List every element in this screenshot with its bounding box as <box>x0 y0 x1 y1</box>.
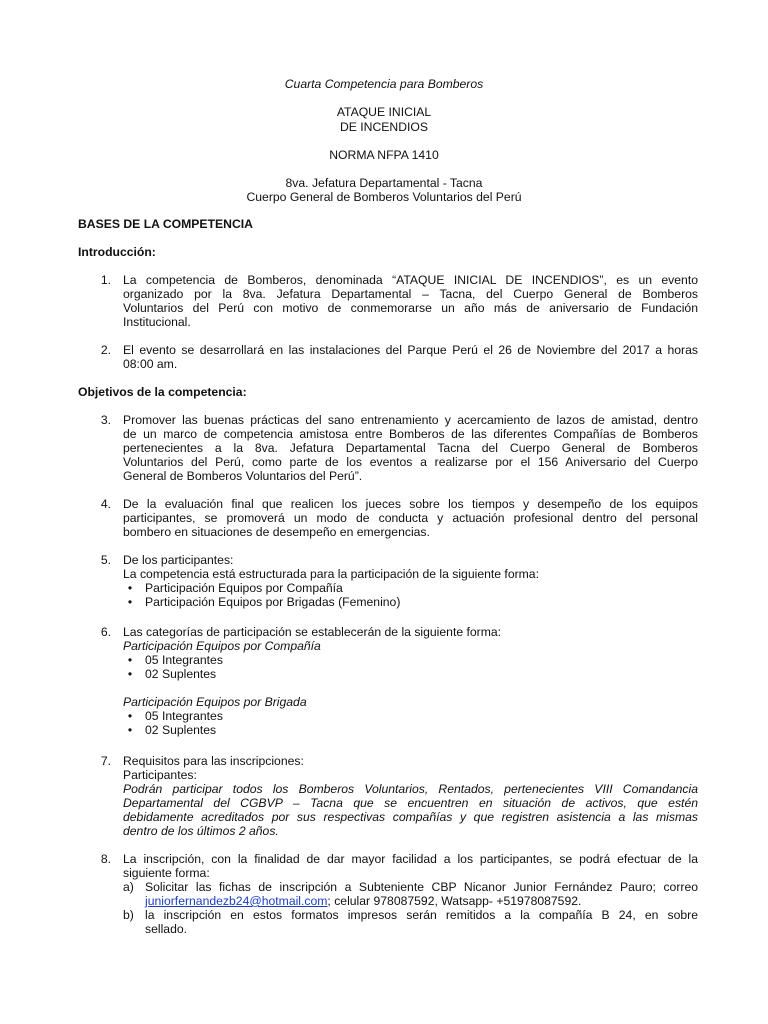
category-title-brigade: Participación Equipos por Brigada <box>123 695 307 709</box>
item-3-line: pertenecientes a la 8va. Jefatura Departamental Tacna del Cuerpo General de Bomberos <box>123 441 698 455</box>
title-line-2: DE INCENDIOS <box>339 120 429 134</box>
item-number: 1. <box>100 273 111 287</box>
bullet-icon: • <box>127 723 133 737</box>
item-number: 6. <box>100 625 111 639</box>
participants-desc: La competencia está estructurada para la participación de la siguiente forma: <box>123 567 539 581</box>
requirements-line: dentro de los últimos 2 años. <box>123 824 279 838</box>
sub-item-b-line: sellado. <box>145 922 188 936</box>
item-4-line: participantes, se promoverá un modo de conducta y actuación profesional dentro del personal <box>123 511 698 525</box>
item-1-line: Institucional. <box>123 315 191 329</box>
participants-label: Participantes: <box>123 768 197 782</box>
item-number: 2. <box>100 343 111 357</box>
item-3-line: Voluntarios del Perú, como parte de los eventos a realizarse por el 156 Aniversario del Cuerpo <box>123 455 698 469</box>
item-3-line: Promover las buenas prácticas del sano entrenamiento y acercamiento de lazos de amistad, dentro <box>123 413 698 427</box>
org-line-1: 8va. Jefatura Departamental - Tacna <box>285 176 483 190</box>
bullet-item: • 02 Suplentes <box>123 723 698 737</box>
sub-item-marker: a) <box>123 880 134 894</box>
bullet-item: • 05 Integrantes <box>123 653 698 667</box>
bullet-item: • Participación Equipos por Compañía <box>123 581 698 595</box>
sub-item-marker: b) <box>123 908 134 922</box>
sub-item-a-line-2: juniorfernandezb24@hotmail.com; celular 978087592, Watsapp- +51978087592. <box>145 894 582 908</box>
org-line-2: Cuerpo General de Bomberos Voluntarios del Perú <box>246 190 522 204</box>
section-bases: BASES DE LA COMPETENCIA <box>78 217 253 231</box>
item-number: 3. <box>100 413 111 427</box>
bullet-icon: • <box>127 709 133 723</box>
sub-item-b <box>123 908 698 936</box>
item-number: 4. <box>100 497 111 511</box>
requirements-line: Departamental del CGBVP – Tacna que se encuentren en situación de activos, que estén <box>123 796 698 810</box>
bullet-item: • Participación Equipos por Brigadas (Femenino) <box>123 595 698 609</box>
bullet-item: • 02 Suplentes <box>123 667 698 681</box>
norm-label: NORMA NFPA 1410 <box>329 148 439 162</box>
requirements-line: Podrán participar todos los Bomberos Voluntarios, Rentados, pertenecientes VIII Comandancia <box>123 782 698 796</box>
document-subtitle: Cuarta Competencia para Bomberos <box>284 77 484 91</box>
participants-intro: De los participantes: <box>123 553 234 567</box>
item-2-line: 08:00 am. <box>123 357 178 371</box>
item-3-line: de un marco de competencia amistosa entre Bomberos de las diferentes Compañías de Bomberos <box>123 427 698 441</box>
requirements-line: debidamente acreditados por sus respectivas compañías y que registren asistencia a las mismas <box>123 810 698 824</box>
section-intro: Introducción: <box>78 245 156 259</box>
item-1-line: La competencia de Bomberos, denominada “ATAQUE INICIAL DE INCENDIOS”, es un evento <box>123 273 698 287</box>
item-1-line: Voluntarios del Perú con motivo de conmemorarse un año más de aniversario de Fundación <box>123 301 698 315</box>
sub-item-a-line: Solicitar las fichas de inscripción a Subteniente CBP Nicanor Junior Fernández Pauro; correo <box>145 880 698 894</box>
section-objetivos: Objetivos de la competencia: <box>78 385 247 399</box>
item-8-line: siguiente forma: <box>123 866 210 880</box>
bullet-icon: • <box>127 667 133 681</box>
item-3-line: General de Bomberos Voluntarios del Perú”. <box>123 469 363 483</box>
sub-item-b-line: la inscripción en estos formatos impresos serán remitidos a la compañía B 24, en sobre <box>145 908 698 922</box>
item-8-line: La inscripción, con la finalidad de dar mayor facilidad a los participantes, se podrá efectuar de la <box>123 852 698 866</box>
category-title-company: Participación Equipos por Compañía <box>123 639 321 653</box>
bullet-icon: • <box>127 595 133 609</box>
item-4-line: De la evaluación final que realicen los jueces sobre los tiempos y desempeño de los equipos <box>123 497 698 511</box>
item-2-line: El evento se desarrollará en las instalaciones del Parque Perú el 26 de Noviembre del 2017 a horas <box>123 343 698 357</box>
bullet-icon: • <box>127 581 133 595</box>
categories-intro: Las categorías de participación se establecerán de la siguiente forma: <box>123 625 502 639</box>
title-line-1: ATAQUE INICIAL <box>336 105 432 119</box>
requirements-intro: Requisitos para las inscripciones: <box>123 754 304 768</box>
item-4-line: bombero en situaciones de desempeño en emergencias. <box>123 525 430 539</box>
sub-item-a <box>123 880 698 908</box>
item-number: 8. <box>100 852 111 866</box>
email-link[interactable]: juniorfernandezb24@hotmail.com <box>145 894 328 908</box>
bullet-item: • 05 Integrantes <box>123 709 698 723</box>
item-number: 5. <box>100 553 111 567</box>
item-number: 7. <box>100 754 111 768</box>
item-1-line: organizado por la 8va. Jefatura Departamental – Tacna, del Cuerpo General de Bomberos <box>123 287 698 301</box>
bullet-icon: • <box>127 653 133 667</box>
